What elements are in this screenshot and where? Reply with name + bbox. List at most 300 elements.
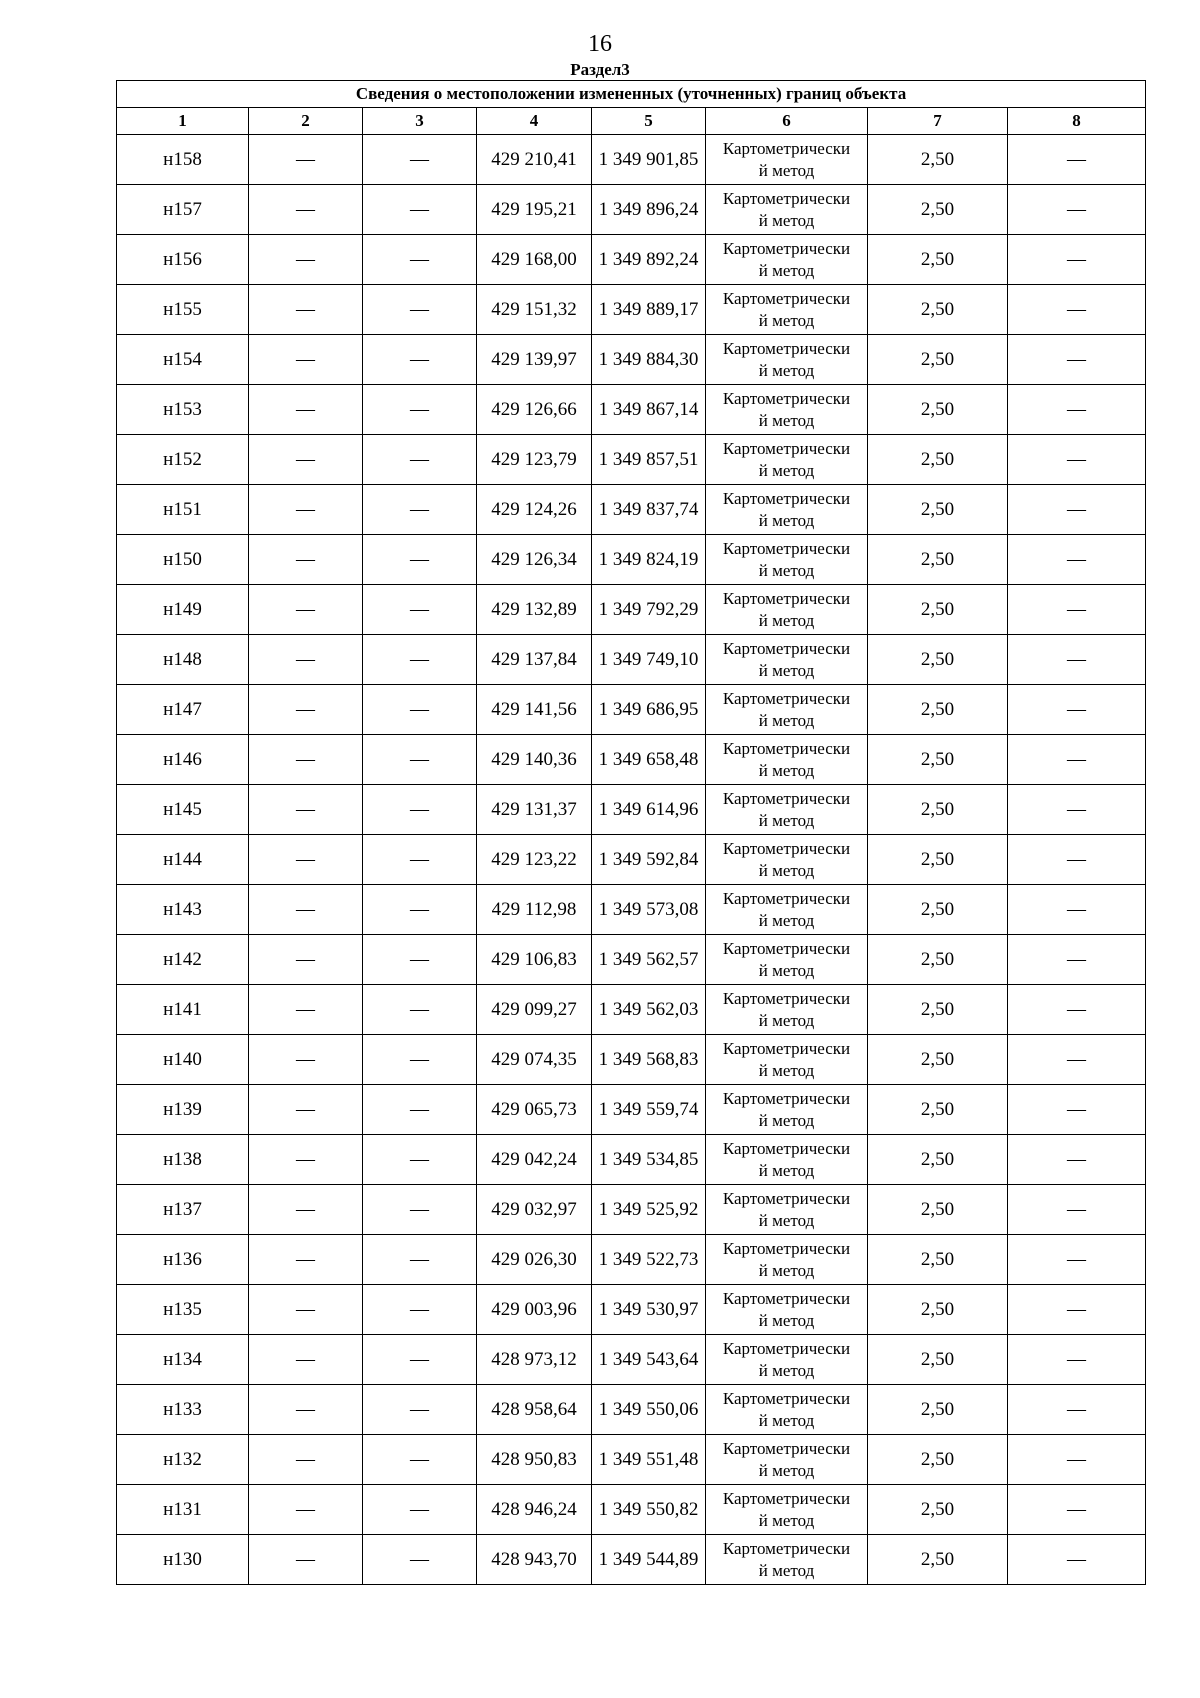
x-coordinate-cell: 429 026,30 <box>477 1235 592 1285</box>
table-title-row <box>117 81 1146 108</box>
accuracy-cell: 2,50 <box>868 1435 1008 1485</box>
method-line-1: Картометрически <box>722 1388 851 1408</box>
table-row <box>117 1035 1146 1085</box>
accuracy-cell: 2,50 <box>868 1235 1008 1285</box>
empty-cell-8: — <box>1008 1285 1146 1335</box>
method-line-2: й метод <box>758 560 815 580</box>
x-coordinate-cell: 429 123,79 <box>477 435 592 485</box>
y-coordinate-cell: 1 349 884,30 <box>592 335 706 385</box>
x-coordinate-cell: 429 137,84 <box>477 635 592 685</box>
accuracy-cell: 2,50 <box>868 485 1008 535</box>
point-id-cell: н142 <box>117 935 249 985</box>
method-cell <box>706 835 868 885</box>
method-cell <box>706 785 868 835</box>
point-id-cell: н148 <box>117 635 249 685</box>
method-line-2: й метод <box>758 860 815 880</box>
empty-cell-8: — <box>1008 585 1146 635</box>
x-coordinate-cell: 429 132,89 <box>477 585 592 635</box>
y-coordinate-cell: 1 349 568,83 <box>592 1035 706 1085</box>
empty-cell-2: — <box>249 785 363 835</box>
point-id-cell: н134 <box>117 1335 249 1385</box>
column-number-row <box>117 108 1146 135</box>
empty-cell-3: — <box>363 985 477 1035</box>
table-row <box>117 335 1146 385</box>
empty-cell-8: — <box>1008 1485 1146 1535</box>
empty-cell-3: — <box>363 285 477 335</box>
method-line-1: Картометрически <box>722 588 851 608</box>
empty-cell-2: — <box>249 135 363 185</box>
accuracy-cell: 2,50 <box>868 1485 1008 1535</box>
empty-cell-3: — <box>363 335 477 385</box>
empty-cell-3: — <box>363 585 477 635</box>
empty-cell-3: — <box>363 1435 477 1485</box>
method-line-1: Картометрически <box>722 688 851 708</box>
x-coordinate-cell: 429 123,22 <box>477 835 592 885</box>
empty-cell-3: — <box>363 735 477 785</box>
accuracy-cell: 2,50 <box>868 135 1008 185</box>
method-line-2: й метод <box>758 1410 815 1430</box>
method-line-2: й метод <box>758 1560 815 1580</box>
accuracy-cell: 2,50 <box>868 385 1008 435</box>
empty-cell-3: — <box>363 1335 477 1385</box>
empty-cell-8: — <box>1008 1535 1146 1585</box>
y-coordinate-cell: 1 349 522,73 <box>592 1235 706 1285</box>
method-line-1: Картометрически <box>722 888 851 908</box>
x-coordinate-cell: 429 106,83 <box>477 935 592 985</box>
y-coordinate-cell: 1 349 614,96 <box>592 785 706 835</box>
empty-cell-3: — <box>363 1085 477 1135</box>
empty-cell-3: — <box>363 1485 477 1535</box>
table-row <box>117 235 1146 285</box>
table-row <box>117 935 1146 985</box>
empty-cell-3: — <box>363 135 477 185</box>
table-row <box>117 1135 1146 1185</box>
x-coordinate-cell: 429 140,36 <box>477 735 592 785</box>
method-line-1: Картометрически <box>722 388 851 408</box>
empty-cell-8: — <box>1008 485 1146 535</box>
x-coordinate-cell: 428 950,83 <box>477 1435 592 1485</box>
accuracy-cell: 2,50 <box>868 535 1008 585</box>
column-number: 5 <box>592 108 706 135</box>
point-id-cell: н144 <box>117 835 249 885</box>
empty-cell-8: — <box>1008 335 1146 385</box>
column-number: 4 <box>477 108 592 135</box>
y-coordinate-cell: 1 349 792,29 <box>592 585 706 635</box>
empty-cell-2: — <box>249 235 363 285</box>
point-id-cell: н138 <box>117 1135 249 1185</box>
empty-cell-2: — <box>249 835 363 885</box>
y-coordinate-cell: 1 349 534,85 <box>592 1135 706 1185</box>
page-number: 16 <box>588 31 612 57</box>
method-cell <box>706 585 868 635</box>
point-id-cell: н133 <box>117 1385 249 1435</box>
empty-cell-2: — <box>249 685 363 735</box>
y-coordinate-cell: 1 349 824,19 <box>592 535 706 585</box>
method-cell <box>706 1285 868 1335</box>
method-cell <box>706 1385 868 1435</box>
method-line-2: й метод <box>758 360 815 380</box>
table-row <box>117 1235 1146 1285</box>
point-id-cell: н136 <box>117 1235 249 1285</box>
empty-cell-2: — <box>249 185 363 235</box>
y-coordinate-cell: 1 349 562,03 <box>592 985 706 1035</box>
x-coordinate-cell: 428 973,12 <box>477 1335 592 1385</box>
point-id-cell: н140 <box>117 1035 249 1085</box>
empty-cell-8: — <box>1008 885 1146 935</box>
method-line-2: й метод <box>758 510 815 530</box>
column-number: 8 <box>1008 108 1146 135</box>
accuracy-cell: 2,50 <box>868 1285 1008 1335</box>
empty-cell-8: — <box>1008 1335 1146 1385</box>
method-line-1: Картометрически <box>722 1188 851 1208</box>
method-line-1: Картометрически <box>722 288 851 308</box>
empty-cell-2: — <box>249 1435 363 1485</box>
method-line-2: й метод <box>758 710 815 730</box>
point-id-cell: н151 <box>117 485 249 535</box>
method-cell <box>706 935 868 985</box>
table-row <box>117 835 1146 885</box>
method-cell <box>706 635 868 685</box>
section-label: Раздел3 <box>570 60 630 79</box>
method-line-1: Картометрически <box>722 1338 851 1358</box>
method-line-1: Картометрически <box>722 638 851 658</box>
table-row <box>117 285 1146 335</box>
x-coordinate-cell: 429 151,32 <box>477 285 592 335</box>
method-cell <box>706 285 868 335</box>
x-coordinate-cell: 429 139,97 <box>477 335 592 385</box>
y-coordinate-cell: 1 349 592,84 <box>592 835 706 885</box>
method-cell <box>706 1235 868 1285</box>
accuracy-cell: 2,50 <box>868 285 1008 335</box>
method-line-2: й метод <box>758 1260 815 1280</box>
method-line-2: й метод <box>758 960 815 980</box>
method-line-1: Картометрически <box>722 1488 851 1508</box>
empty-cell-3: — <box>363 385 477 435</box>
empty-cell-8: — <box>1008 185 1146 235</box>
table-row <box>117 185 1146 235</box>
column-number: 7 <box>868 108 1008 135</box>
method-line-1: Картометрически <box>722 538 851 558</box>
point-id-cell: н157 <box>117 185 249 235</box>
x-coordinate-cell: 429 099,27 <box>477 985 592 1035</box>
method-cell <box>706 435 868 485</box>
empty-cell-3: — <box>363 1185 477 1235</box>
empty-cell-3: — <box>363 1035 477 1085</box>
point-id-cell: н141 <box>117 985 249 1035</box>
x-coordinate-cell: 429 210,41 <box>477 135 592 185</box>
empty-cell-2: — <box>249 885 363 935</box>
x-coordinate-cell: 429 065,73 <box>477 1085 592 1135</box>
point-id-cell: н149 <box>117 585 249 635</box>
y-coordinate-cell: 1 349 543,64 <box>592 1335 706 1385</box>
boundary-coordinates-table <box>116 80 1146 1585</box>
method-cell <box>706 735 868 785</box>
table-body <box>117 135 1146 1585</box>
table-row <box>117 1185 1146 1235</box>
accuracy-cell: 2,50 <box>868 785 1008 835</box>
method-line-2: й метод <box>758 910 815 930</box>
table-row <box>117 1385 1146 1435</box>
method-cell <box>706 385 868 435</box>
table-row <box>117 1285 1146 1335</box>
point-id-cell: н156 <box>117 235 249 285</box>
method-line-2: й метод <box>758 410 815 430</box>
accuracy-cell: 2,50 <box>868 1085 1008 1135</box>
method-line-1: Картометрически <box>722 788 851 808</box>
method-line-2: й метод <box>758 160 815 180</box>
x-coordinate-cell: 429 126,34 <box>477 535 592 585</box>
y-coordinate-cell: 1 349 901,85 <box>592 135 706 185</box>
empty-cell-2: — <box>249 1285 363 1335</box>
x-coordinate-cell: 429 032,97 <box>477 1185 592 1235</box>
method-line-1: Картометрически <box>722 238 851 258</box>
x-coordinate-cell: 429 112,98 <box>477 885 592 935</box>
empty-cell-2: — <box>249 435 363 485</box>
point-id-cell: н135 <box>117 1285 249 1335</box>
y-coordinate-cell: 1 349 559,74 <box>592 1085 706 1135</box>
method-line-1: Картометрически <box>722 438 851 458</box>
empty-cell-2: — <box>249 985 363 1035</box>
accuracy-cell: 2,50 <box>868 235 1008 285</box>
x-coordinate-cell: 428 943,70 <box>477 1535 592 1585</box>
empty-cell-8: — <box>1008 1435 1146 1485</box>
empty-cell-8: — <box>1008 385 1146 435</box>
method-line-2: й метод <box>758 1160 815 1180</box>
column-number: 1 <box>117 108 249 135</box>
empty-cell-2: — <box>249 1235 363 1285</box>
point-id-cell: н137 <box>117 1185 249 1235</box>
table-row <box>117 1435 1146 1485</box>
x-coordinate-cell: 429 131,37 <box>477 785 592 835</box>
method-line-2: й метод <box>758 460 815 480</box>
point-id-cell: н143 <box>117 885 249 935</box>
method-line-2: й метод <box>758 660 815 680</box>
empty-cell-2: — <box>249 285 363 335</box>
method-cell <box>706 185 868 235</box>
point-id-cell: н132 <box>117 1435 249 1485</box>
method-line-2: й метод <box>758 1460 815 1480</box>
method-line-1: Картометрически <box>722 1038 851 1058</box>
x-coordinate-cell: 429 124,26 <box>477 485 592 535</box>
point-id-cell: н150 <box>117 535 249 585</box>
y-coordinate-cell: 1 349 889,17 <box>592 285 706 335</box>
table-row <box>117 635 1146 685</box>
y-coordinate-cell: 1 349 857,51 <box>592 435 706 485</box>
empty-cell-8: — <box>1008 285 1146 335</box>
y-coordinate-cell: 1 349 837,74 <box>592 485 706 535</box>
point-id-cell: н131 <box>117 1485 249 1535</box>
method-cell <box>706 1035 868 1085</box>
method-cell <box>706 535 868 585</box>
empty-cell-3: — <box>363 685 477 735</box>
method-cell <box>706 1335 868 1385</box>
method-line-1: Картометрически <box>722 1538 851 1558</box>
accuracy-cell: 2,50 <box>868 885 1008 935</box>
method-line-1: Картометрически <box>722 138 851 158</box>
method-line-1: Картометрически <box>722 338 851 358</box>
empty-cell-3: — <box>363 785 477 835</box>
table-row <box>117 685 1146 735</box>
table-row <box>117 1085 1146 1135</box>
y-coordinate-cell: 1 349 749,10 <box>592 635 706 685</box>
method-line-1: Картометрически <box>722 988 851 1008</box>
method-cell <box>706 1485 868 1535</box>
accuracy-cell: 2,50 <box>868 635 1008 685</box>
y-coordinate-cell: 1 349 658,48 <box>592 735 706 785</box>
empty-cell-2: — <box>249 635 363 685</box>
point-id-cell: н139 <box>117 1085 249 1135</box>
empty-cell-2: — <box>249 1485 363 1535</box>
method-line-1: Картометрически <box>722 938 851 958</box>
empty-cell-8: — <box>1008 1235 1146 1285</box>
method-line-1: Картометрически <box>722 1088 851 1108</box>
table-row <box>117 985 1146 1035</box>
y-coordinate-cell: 1 349 892,24 <box>592 235 706 285</box>
point-id-cell: н145 <box>117 785 249 835</box>
empty-cell-3: — <box>363 535 477 585</box>
table-row <box>117 135 1146 185</box>
empty-cell-3: — <box>363 635 477 685</box>
y-coordinate-cell: 1 349 562,57 <box>592 935 706 985</box>
method-line-1: Картометрически <box>722 188 851 208</box>
method-line-2: й метод <box>758 760 815 780</box>
empty-cell-2: — <box>249 485 363 535</box>
x-coordinate-cell: 428 958,64 <box>477 1385 592 1435</box>
x-coordinate-cell: 428 946,24 <box>477 1485 592 1535</box>
column-number: 2 <box>249 108 363 135</box>
point-id-cell: н154 <box>117 335 249 385</box>
method-line-2: й метод <box>758 1210 815 1230</box>
table-row <box>117 735 1146 785</box>
method-line-2: й метод <box>758 1060 815 1080</box>
method-line-1: Картометрически <box>722 1138 851 1158</box>
point-id-cell: н153 <box>117 385 249 435</box>
point-id-cell: н152 <box>117 435 249 485</box>
empty-cell-2: — <box>249 535 363 585</box>
accuracy-cell: 2,50 <box>868 1535 1008 1585</box>
empty-cell-8: — <box>1008 1385 1146 1435</box>
table-row <box>117 485 1146 535</box>
empty-cell-8: — <box>1008 535 1146 585</box>
empty-cell-2: — <box>249 1085 363 1135</box>
accuracy-cell: 2,50 <box>868 835 1008 885</box>
column-number: 3 <box>363 108 477 135</box>
table-row <box>117 1485 1146 1535</box>
empty-cell-8: — <box>1008 1185 1146 1235</box>
method-line-2: й метод <box>758 210 815 230</box>
accuracy-cell: 2,50 <box>868 185 1008 235</box>
point-id-cell: н158 <box>117 135 249 185</box>
accuracy-cell: 2,50 <box>868 735 1008 785</box>
x-coordinate-cell: 429 168,00 <box>477 235 592 285</box>
accuracy-cell: 2,50 <box>868 685 1008 735</box>
x-coordinate-cell: 429 126,66 <box>477 385 592 435</box>
y-coordinate-cell: 1 349 544,89 <box>592 1535 706 1585</box>
method-cell <box>706 685 868 735</box>
method-cell <box>706 885 868 935</box>
empty-cell-3: — <box>363 185 477 235</box>
method-cell <box>706 1085 868 1135</box>
empty-cell-2: — <box>249 935 363 985</box>
column-number: 6 <box>706 108 868 135</box>
empty-cell-8: — <box>1008 785 1146 835</box>
empty-cell-2: — <box>249 1135 363 1185</box>
method-line-2: й метод <box>758 260 815 280</box>
empty-cell-8: — <box>1008 135 1146 185</box>
method-cell <box>706 485 868 535</box>
empty-cell-8: — <box>1008 935 1146 985</box>
method-line-2: й метод <box>758 810 815 830</box>
accuracy-cell: 2,50 <box>868 935 1008 985</box>
table-row <box>117 535 1146 585</box>
accuracy-cell: 2,50 <box>868 1185 1008 1235</box>
accuracy-cell: 2,50 <box>868 335 1008 385</box>
method-cell <box>706 1435 868 1485</box>
accuracy-cell: 2,50 <box>868 435 1008 485</box>
method-line-2: й метод <box>758 1360 815 1380</box>
method-cell <box>706 135 868 185</box>
empty-cell-2: — <box>249 335 363 385</box>
point-id-cell: н155 <box>117 285 249 335</box>
method-line-1: Картометрически <box>722 1288 851 1308</box>
method-line-2: й метод <box>758 1310 815 1330</box>
empty-cell-2: — <box>249 385 363 435</box>
empty-cell-3: — <box>363 1135 477 1185</box>
y-coordinate-cell: 1 349 686,95 <box>592 685 706 735</box>
empty-cell-3: — <box>363 835 477 885</box>
x-coordinate-cell: 429 042,24 <box>477 1135 592 1185</box>
empty-cell-3: — <box>363 435 477 485</box>
table-row <box>117 585 1146 635</box>
method-line-2: й метод <box>758 1010 815 1030</box>
method-cell <box>706 1185 868 1235</box>
empty-cell-8: — <box>1008 1135 1146 1185</box>
y-coordinate-cell: 1 349 550,82 <box>592 1485 706 1535</box>
empty-cell-8: — <box>1008 435 1146 485</box>
method-cell <box>706 1535 868 1585</box>
y-coordinate-cell: 1 349 550,06 <box>592 1385 706 1435</box>
table-row <box>117 435 1146 485</box>
method-cell <box>706 985 868 1035</box>
empty-cell-3: — <box>363 935 477 985</box>
table-title: Сведения о местоположении измененных (уточненных) границ объекта <box>117 81 1146 108</box>
x-coordinate-cell: 429 141,56 <box>477 685 592 735</box>
method-line-2: й метод <box>758 1110 815 1130</box>
table-row <box>117 785 1146 835</box>
method-cell <box>706 235 868 285</box>
method-line-1: Картометрически <box>722 488 851 508</box>
method-line-2: й метод <box>758 610 815 630</box>
method-cell <box>706 335 868 385</box>
y-coordinate-cell: 1 349 896,24 <box>592 185 706 235</box>
table-row <box>117 1535 1146 1585</box>
point-id-cell: н130 <box>117 1535 249 1585</box>
accuracy-cell: 2,50 <box>868 1385 1008 1435</box>
y-coordinate-cell: 1 349 867,14 <box>592 385 706 435</box>
table-row <box>117 1335 1146 1385</box>
empty-cell-2: — <box>249 1535 363 1585</box>
empty-cell-2: — <box>249 585 363 635</box>
accuracy-cell: 2,50 <box>868 985 1008 1035</box>
y-coordinate-cell: 1 349 525,92 <box>592 1185 706 1235</box>
table-row <box>117 885 1146 935</box>
empty-cell-2: — <box>249 735 363 785</box>
empty-cell-8: — <box>1008 235 1146 285</box>
y-coordinate-cell: 1 349 551,48 <box>592 1435 706 1485</box>
accuracy-cell: 2,50 <box>868 1035 1008 1085</box>
method-line-1: Картометрически <box>722 738 851 758</box>
empty-cell-8: — <box>1008 835 1146 885</box>
